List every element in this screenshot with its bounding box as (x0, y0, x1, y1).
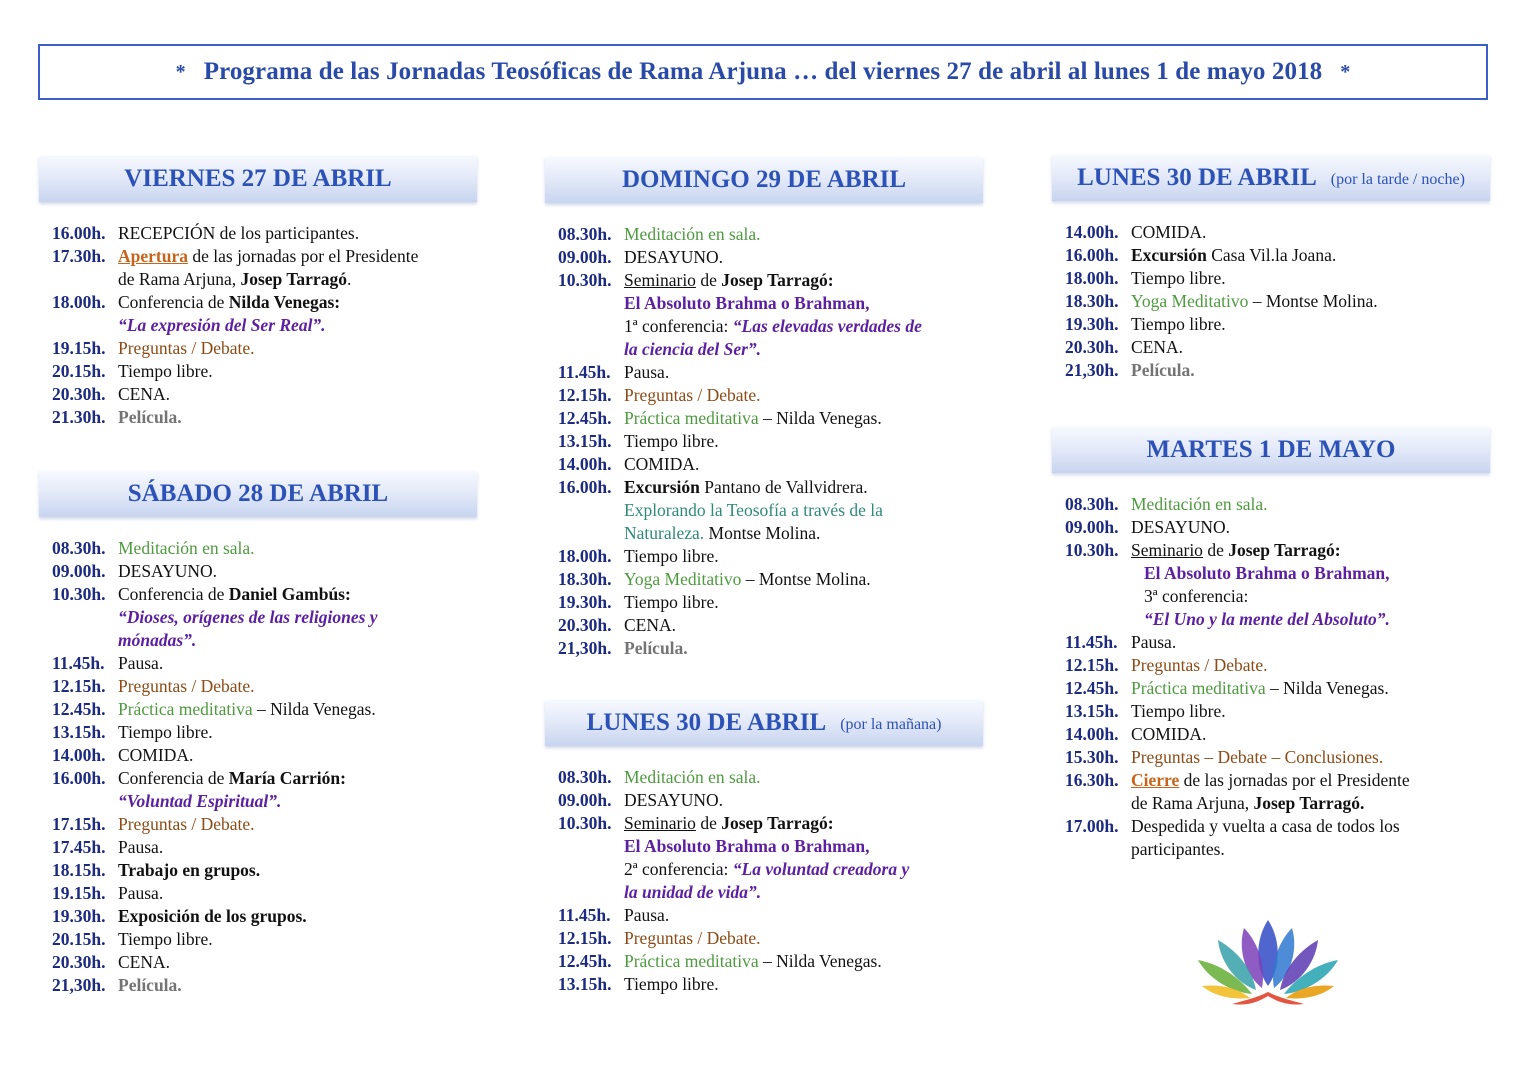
time: 19.15h. (52, 883, 106, 903)
speaker: – Montse Molina. (745, 569, 871, 589)
activity: Meditación en sala. (1131, 494, 1268, 514)
time: 20.30h. (52, 952, 106, 972)
list-item (52, 337, 477, 360)
activity (624, 476, 983, 499)
time: 12.45h. (558, 951, 612, 971)
day-friday (39, 156, 477, 429)
activity: COMIDA. (1131, 222, 1207, 242)
speaker: Montse Molina. (708, 523, 821, 543)
time: 11.45h. (558, 905, 611, 925)
activity: Pausa. (624, 362, 670, 382)
list-item (52, 675, 477, 698)
activity (1131, 539, 1490, 562)
activity: CENA. (118, 384, 171, 404)
time: 18.00h. (1065, 268, 1119, 288)
activity (1131, 769, 1490, 792)
list-item (1065, 677, 1490, 700)
time: 20.30h. (558, 615, 612, 635)
day-title (39, 156, 477, 202)
opening-link: Apertura (118, 246, 188, 266)
time: 08.30h. (52, 538, 106, 558)
time: 10.30h. (558, 270, 612, 290)
time: 14.00h. (1065, 724, 1119, 744)
activity-continuation: participantes. (1131, 839, 1225, 859)
schedule-list (1052, 493, 1490, 861)
list-item (52, 744, 477, 767)
activity-text: Excursión (624, 477, 700, 497)
time: 16.30h. (1065, 770, 1119, 790)
activity: Pausa. (118, 883, 164, 903)
list-item (52, 291, 477, 314)
list-item (52, 721, 477, 744)
day-title-text: LUNES 30 DE ABRIL (1077, 164, 1317, 191)
speaker: – Nilda Venegas. (1269, 678, 1389, 698)
activity-text: Yoga Meditativo (624, 569, 742, 589)
activity-text: Práctica meditativa (624, 951, 759, 971)
activity-text: Excursión (1131, 245, 1207, 265)
activity: Película. (624, 638, 688, 658)
list-item (1065, 769, 1490, 792)
activity-text: 2ª conferencia: (624, 859, 729, 879)
time: 10.30h. (52, 584, 106, 604)
activity: DESAYUNO. (624, 790, 724, 810)
time: 16.00h. (52, 223, 106, 243)
activity (624, 568, 983, 591)
speaker: María Carrión: (228, 768, 346, 788)
day-saturday (39, 471, 477, 997)
time: 12.45h. (558, 408, 612, 428)
activity: Película. (118, 975, 182, 995)
program-title-banner (38, 44, 1488, 100)
activity: CENA. (624, 615, 677, 635)
list-item (52, 928, 477, 951)
activity-text: de las jornadas por el Presidente (192, 246, 419, 266)
time: 18.30h. (558, 569, 612, 589)
list-item (558, 476, 983, 499)
time: 16.00h. (52, 768, 106, 788)
list-item (558, 430, 983, 453)
activity-text: Casa Vil.la Joana. (1211, 245, 1337, 265)
time: 18.00h. (52, 292, 106, 312)
list-item (52, 652, 477, 675)
day-note: (por la tarde / noche) (1330, 171, 1465, 188)
list-item (52, 537, 477, 560)
activity-continuation (1065, 792, 1490, 815)
excursion-description (558, 522, 983, 545)
activity: Meditación en sala. (118, 538, 255, 558)
activity: Película. (1131, 360, 1195, 380)
time: 13.15h. (1065, 701, 1119, 721)
time: 11.45h. (1065, 632, 1118, 652)
activity: DESAYUNO. (624, 247, 724, 267)
speaker: Daniel Gambús: (228, 584, 351, 604)
activity: Preguntas / Debate. (624, 385, 761, 405)
time: 18.15h. (52, 860, 106, 880)
activity: Tiempo libre. (118, 929, 213, 949)
list-item (1065, 244, 1490, 267)
day-title (545, 700, 983, 746)
time: 12.15h. (1065, 655, 1119, 675)
list-item (1065, 654, 1490, 677)
activity: Tiempo libre. (1131, 314, 1226, 334)
activity: Despedida y vuelta a casa de todos los (1131, 816, 1400, 836)
activity: Preguntas / Debate. (1131, 655, 1268, 675)
activity: Preguntas / Debate. (118, 814, 255, 834)
talk-title: “Dioses, orígenes de las religiones y (118, 607, 378, 627)
time: 19.15h. (52, 338, 106, 358)
talk-title: “La voluntad creadora y (732, 859, 910, 879)
activity: Tiempo libre. (624, 592, 719, 612)
speaker: – Nilda Venegas. (256, 699, 376, 719)
day-monday-afternoon (1052, 155, 1490, 382)
activity: Preguntas / Debate. (624, 928, 761, 948)
time: 20.15h. (52, 929, 106, 949)
list-item (1065, 221, 1490, 244)
activity-text: Conferencia de (118, 292, 225, 312)
list-item (52, 836, 477, 859)
time: 21,30h. (1065, 360, 1119, 380)
time: 14.00h. (1065, 222, 1119, 242)
list-item (52, 882, 477, 905)
speaker: – Montse Molina. (1252, 291, 1378, 311)
activity-text: de (1207, 540, 1224, 560)
activity (624, 269, 983, 292)
time: 17.00h. (1065, 816, 1119, 836)
activity: Exposición de los grupos. (118, 906, 307, 926)
talk-title: “La expresión del Ser Real”. (118, 315, 326, 335)
list-item (558, 407, 983, 430)
activity (118, 245, 477, 268)
list-item (1065, 290, 1490, 313)
activity-text: 1ª conferencia: (624, 316, 729, 336)
list-item (558, 453, 983, 476)
day-title-text: MARTES 1 DE MAYO (1146, 436, 1396, 463)
star-icon: * (175, 60, 186, 83)
activity: RECEPCIÓN de los participantes. (118, 223, 360, 243)
time: 21,30h. (52, 975, 106, 995)
activity: Tiempo libre. (1131, 701, 1226, 721)
list-item (1065, 516, 1490, 539)
time: 08.30h. (558, 767, 612, 787)
time: 18.00h. (558, 546, 612, 566)
activity (118, 767, 477, 790)
schedule-list (545, 766, 983, 996)
list-item (1065, 313, 1490, 336)
time: 09.00h. (558, 790, 612, 810)
activity-text: Práctica meditativa (118, 699, 253, 719)
time: 13.15h. (558, 974, 612, 994)
activity (1131, 290, 1490, 313)
activity: DESAYUNO. (118, 561, 218, 581)
list-item (52, 222, 477, 245)
day-title-text: LUNES 30 DE ABRIL (586, 709, 827, 736)
activity: Pausa. (118, 653, 164, 673)
list-item (52, 406, 477, 429)
day-title-text: VIERNES 27 DE ABRIL (124, 165, 392, 192)
list-item (52, 245, 477, 268)
time: 16.00h. (558, 477, 612, 497)
time: 19.30h. (1065, 314, 1119, 334)
activity: CENA. (118, 952, 171, 972)
activity: Tiempo libre. (118, 722, 213, 742)
list-item (558, 568, 983, 591)
activity-text: de (700, 270, 717, 290)
list-item (558, 614, 983, 637)
list-item (52, 905, 477, 928)
activity: Preguntas – Debate – Conclusiones. (1131, 747, 1384, 767)
activity-text: Pantano de Vallvidrera. (704, 477, 868, 497)
time: 14.00h. (558, 454, 612, 474)
activity (118, 291, 477, 314)
time: 09.00h. (52, 561, 106, 581)
speaker: Josep Tarragó: (721, 270, 834, 290)
list-item (558, 789, 983, 812)
activity: Pausa. (1131, 632, 1177, 652)
activity-text: de Rama Arjuna, (1131, 793, 1250, 813)
lotus-flower-icon (1192, 916, 1344, 1008)
list-item (558, 904, 983, 927)
activity-continuation (52, 268, 477, 291)
day-title (545, 157, 983, 203)
activity-text: Yoga Meditativo (1131, 291, 1249, 311)
activity: Meditación en sala. (624, 767, 761, 787)
activity-text: Práctica meditativa (1131, 678, 1266, 698)
speaker: Nilda Venegas: (228, 292, 341, 312)
list-item (52, 383, 477, 406)
list-item (52, 974, 477, 997)
star-icon: * (1340, 60, 1351, 83)
list-item (558, 384, 983, 407)
time: 11.45h. (558, 362, 611, 382)
activity-text: Conferencia de (118, 768, 225, 788)
list-item (1065, 746, 1490, 769)
talk-title: la ciencia del Ser”. (624, 339, 762, 359)
list-item (1065, 493, 1490, 516)
time: 15.30h. (1065, 747, 1119, 767)
list-item (52, 951, 477, 974)
activity-text: Naturaleza. (624, 523, 705, 543)
time: 08.30h. (558, 224, 612, 244)
speaker: Josep Tarragó: (1228, 540, 1341, 560)
list-item (52, 698, 477, 721)
time: 14.00h. (52, 745, 106, 765)
time: 17.15h. (52, 814, 106, 834)
seminar-title: El Absoluto Brahma o Brahman, (624, 293, 870, 313)
activity: Tiempo libre. (118, 361, 213, 381)
activity: Película. (118, 407, 182, 427)
speaker: Josep Tarragó: (721, 813, 834, 833)
list-item (52, 859, 477, 882)
activity: COMIDA. (1131, 724, 1207, 744)
activity: DESAYUNO. (1131, 517, 1231, 537)
day-tuesday (1052, 427, 1490, 861)
list-item (558, 927, 983, 950)
time: 20.15h. (52, 361, 106, 381)
time: 10.30h. (558, 813, 612, 833)
talk-title: “Las elevadas verdades de (732, 316, 922, 336)
day-note: (por la mañana) (840, 716, 942, 733)
time: 10.30h. (1065, 540, 1119, 560)
day-title (39, 471, 477, 517)
time: 21,30h. (558, 638, 612, 658)
schedule-list (39, 537, 477, 997)
list-item (1065, 336, 1490, 359)
time: 13.15h. (558, 431, 612, 451)
list-item (52, 767, 477, 790)
time: 13.15h. (52, 722, 106, 742)
activity (118, 698, 477, 721)
time: 19.30h. (52, 906, 106, 926)
day-monday-morning (545, 700, 983, 996)
time: 09.00h. (558, 247, 612, 267)
activity (1131, 244, 1490, 267)
seminar-title: El Absoluto Brahma o Brahman, (1144, 563, 1390, 583)
talk-line: 3ª conferencia: (1144, 586, 1249, 606)
talk-title: “El Uno y la mente del Absoluto”. (1144, 609, 1390, 629)
schedule-list (1052, 221, 1490, 382)
day-title-text: SÁBADO 28 DE ABRIL (127, 480, 389, 507)
talk-title: “Voluntad Espiritual”. (118, 791, 282, 811)
time: 20.30h. (52, 384, 106, 404)
activity-text: Seminario (624, 270, 696, 290)
day-title-text: DOMINGO 29 DE ABRIL (621, 166, 907, 193)
activity-text: Seminario (624, 813, 696, 833)
activity-text: de las jornadas por el Presidente (1183, 770, 1410, 790)
list-item (558, 812, 983, 835)
list-item (1065, 723, 1490, 746)
activity: Preguntas / Debate. (118, 676, 255, 696)
time: 12.15h. (558, 385, 612, 405)
activity-text: de (700, 813, 717, 833)
list-item (52, 560, 477, 583)
list-item (558, 223, 983, 246)
activity: Preguntas / Debate. (118, 338, 255, 358)
talk-line (558, 315, 983, 338)
list-item (558, 591, 983, 614)
list-item (52, 583, 477, 606)
time: 12.15h. (52, 676, 106, 696)
list-item (558, 973, 983, 996)
activity: CENA. (1131, 337, 1184, 357)
talk-title: mónadas”. (118, 630, 197, 650)
activity: Trabajo en grupos. (118, 860, 261, 880)
speaker: – Nilda Venegas. (762, 408, 882, 428)
activity-text: de Rama Arjuna, (118, 269, 237, 289)
speaker: Josep Tarragó. (1253, 793, 1365, 813)
activity: Tiempo libre. (624, 431, 719, 451)
list-item (558, 361, 983, 384)
time: 16.00h. (1065, 245, 1119, 265)
list-item (558, 766, 983, 789)
activity (118, 583, 477, 606)
speaker: Josep Tarragó (240, 269, 347, 289)
talk-title: la unidad de vida”. (624, 882, 762, 902)
activity: Pausa. (118, 837, 164, 857)
activity: COMIDA. (624, 454, 700, 474)
activity (624, 812, 983, 835)
time: 12.15h. (558, 928, 612, 948)
time: 18.30h. (1065, 291, 1119, 311)
list-item (558, 545, 983, 568)
time: 21.30h. (52, 407, 106, 427)
schedule-list (545, 223, 983, 660)
punctuation: . (346, 269, 352, 289)
list-item (1065, 267, 1490, 290)
list-item (558, 637, 983, 660)
activity (624, 407, 983, 430)
list-item (558, 246, 983, 269)
time: 17.45h. (52, 837, 106, 857)
activity: Tiempo libre. (1131, 268, 1226, 288)
time: 11.45h. (52, 653, 105, 673)
activity: Pausa. (624, 905, 670, 925)
time: 08.30h. (1065, 494, 1119, 514)
activity: Meditación en sala. (624, 224, 761, 244)
list-item (558, 950, 983, 973)
activity: Tiempo libre. (624, 974, 719, 994)
day-title (1052, 155, 1490, 201)
program-title: Programa de las Jornadas Teosóficas de Rama Arjuna … del viernes 27 de abril al lunes 1 de mayo 2018 (203, 58, 1323, 85)
activity-text: Práctica meditativa (624, 408, 759, 428)
list-item (1065, 539, 1490, 562)
talk-line (558, 858, 983, 881)
list-item (1065, 631, 1490, 654)
list-item (52, 360, 477, 383)
time: 12.45h. (52, 699, 106, 719)
activity-text: Conferencia de (118, 584, 225, 604)
time: 12.45h. (1065, 678, 1119, 698)
activity: Tiempo libre. (624, 546, 719, 566)
time: 20.30h. (1065, 337, 1119, 357)
activity (624, 950, 983, 973)
time: 09.00h. (1065, 517, 1119, 537)
time: 19.30h. (558, 592, 612, 612)
activity (1131, 677, 1490, 700)
speaker: – Nilda Venegas. (762, 951, 882, 971)
list-item (1065, 815, 1490, 838)
time: 17.30h. (52, 246, 106, 266)
schedule-list (39, 222, 477, 429)
list-item (558, 269, 983, 292)
day-sunday (545, 157, 983, 660)
excursion-description: Explorando la Teosofía a través de la (624, 500, 883, 520)
list-item (1065, 359, 1490, 382)
day-title (1052, 427, 1490, 473)
list-item (52, 813, 477, 836)
seminar-title: El Absoluto Brahma o Brahman, (624, 836, 870, 856)
activity: COMIDA. (118, 745, 194, 765)
list-item (1065, 700, 1490, 723)
closing-link: Cierre (1131, 770, 1180, 790)
activity-text: Seminario (1131, 540, 1203, 560)
